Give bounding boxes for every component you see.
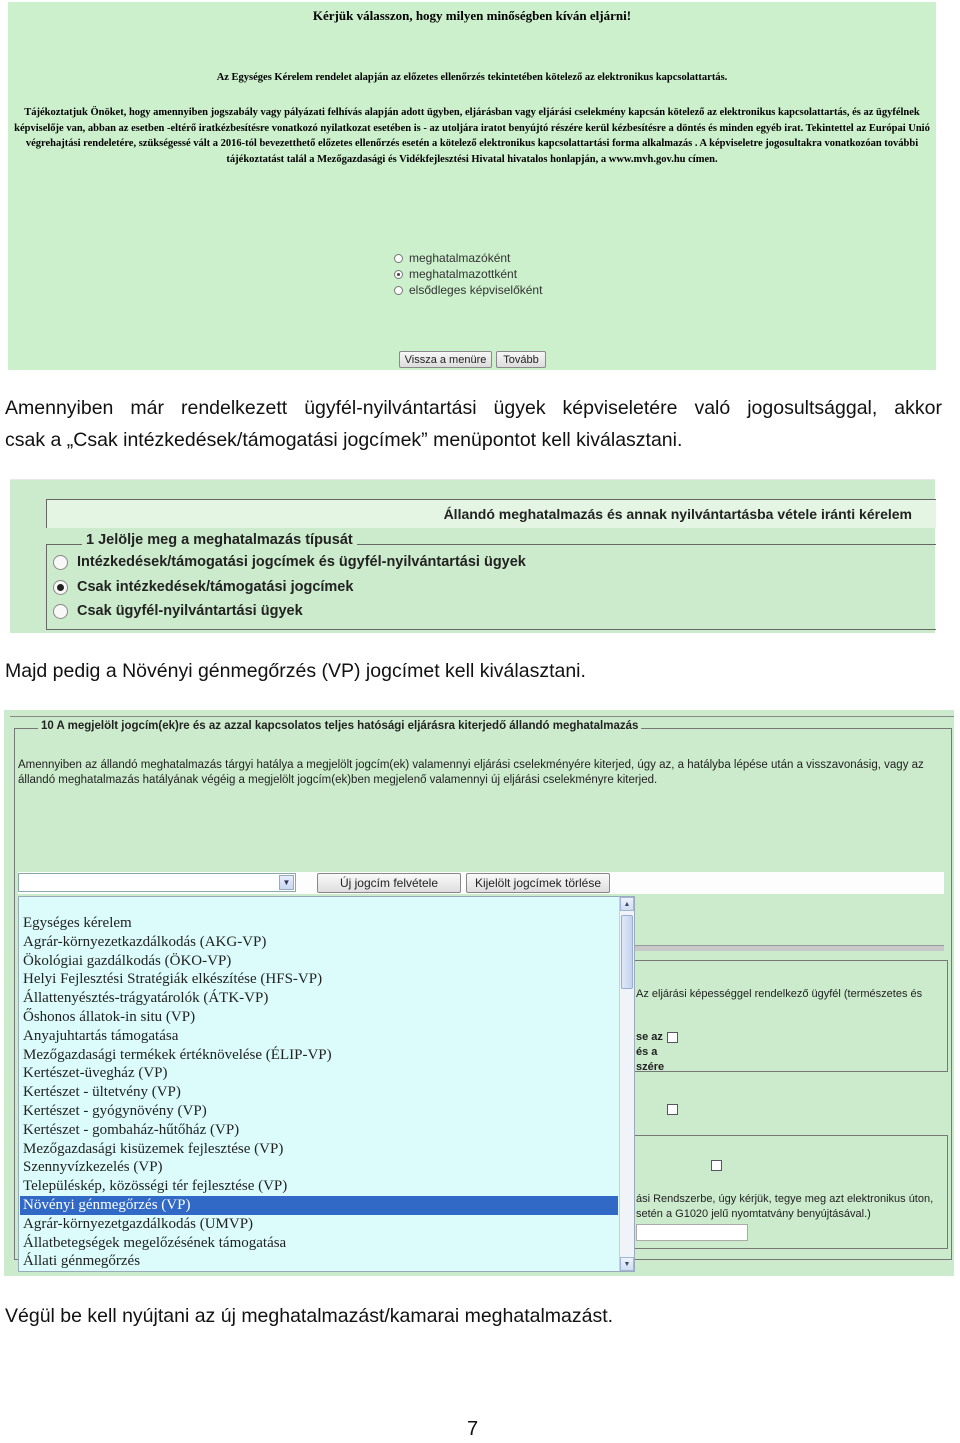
right-panel-1 [634,960,948,1072]
role-option-principal[interactable] [394,250,542,266]
right-text-3a: ási Rendszerbe, úgy kérjük, tegye meg azt elektronikus úton, [636,1193,934,1205]
delete-selected-titles-button[interactable]: Kijelölt jogcímek törlése [466,873,610,893]
text-field[interactable] [636,1224,748,1241]
checkbox-3[interactable] [711,1160,722,1171]
type-option-label: Csak ügyfél-nyilvántartási ügyek [77,603,303,619]
add-title-button[interactable]: Új jogcím felvétele [317,873,461,893]
type-option-registry-only[interactable] [53,603,303,619]
checkbox-2[interactable] [667,1104,678,1115]
title-list-item[interactable]: Kertészet - ültetvény (VP) [23,1084,181,1101]
type-option-label: Csak intézkedések/támogatási jogcímek [77,579,354,595]
title-list-item[interactable]: Állatbetegségek megelőzésének támogatása [23,1234,287,1251]
title-list-item[interactable]: Egységes kérelem [23,915,132,931]
instruction-line-2: Majd pedig a Növényi génmegőrzés (VP) jogcímet kell kiválasztani. [5,660,586,682]
section-10-legend: 10 A megjelölt jogcím(ek)re és az azzal kapcsolatos teljes hatósági eljárásra kiterjedő állandó meghatalmazás [38,720,641,732]
title-list-item[interactable]: Kertészet - gyógynövény (VP) [23,1102,207,1119]
list-scrollbar[interactable] [619,897,634,1271]
screenshot-title-selection [4,710,954,1276]
screenshot-authorization-type [10,479,935,633]
type-option-label: Intézkedések/támogatási jogcímek és ügyfél-nyilvántartási ügyek [77,554,526,570]
top-divider [10,710,954,717]
title-list-item[interactable]: Agrár-környezetkazdálkodás (AKG-VP) [23,933,267,950]
form-header-title: Állandó meghatalmazás és annak nyilvántartásba vétele iránti kérelem [443,506,912,522]
next-button[interactable]: Tovább [496,351,546,368]
role-option-label: elsődleges képviselőként [409,283,543,297]
separator [634,945,944,951]
instruction-line-1b: csak a „Csak intézkedések/támogatási jogcímek” menüpontot kell kiválasztani. [5,429,683,451]
role-option-primary-rep[interactable] [394,282,542,298]
chevron-down-icon[interactable]: ▼ [279,875,294,890]
authorization-type-legend: 1 Jelölje meg a meghatalmazás típusát [82,532,357,548]
role-option-agent[interactable] [394,266,542,282]
type-option-measures-only[interactable] [53,579,353,595]
right-text-2c: szére [636,1061,665,1073]
radio-selected-icon[interactable] [53,580,68,595]
radio-icon[interactable] [394,254,403,263]
role-radio-group [394,250,542,298]
scroll-thumb[interactable] [621,915,633,989]
role-option-label: meghatalmazóként [409,251,511,265]
title-select-dropdown[interactable] [18,873,296,892]
back-to-menu-button[interactable]: Vissza a menüre [399,351,492,368]
form-header-bar [46,499,936,528]
right-text-3b: setén a G1020 jelű nyomtatvány benyújtásával.) [636,1208,871,1220]
radio-icon[interactable] [394,286,403,295]
radio-icon[interactable] [53,555,68,570]
title-list-item[interactable]: Ökológiai gazdálkodás (ÖKO-VP) [23,952,232,969]
title-list-item[interactable]: Őshonos állatok-in situ (VP) [23,1008,196,1025]
section-10-description: Amennyiben az állandó meghatalmazás tárgyi hatálya a megjelölt jogcím(ek) valamennyi eljárási cselekményére kiterjed, úgy az, a hatályba lépése után a visszavonásig, vagy az állandó meghatalmazás hatályának végéig a megjelölt jogcím(ek)ben megjelenő valamennyi új eljárási cselekményre kiterjed. [18,759,924,786]
title-list-items [20,914,618,1271]
scroll-down-icon[interactable]: ▼ [620,1257,634,1271]
title-list-item[interactable]: Anyajuhtartás támogatása [23,1027,179,1044]
title-list-item[interactable]: Kertészet-üvegház (VP) [23,1065,168,1082]
title-list-item[interactable]: Agrár-környezetgazdálkodás (UMVP) [23,1215,254,1232]
title-list-item[interactable]: Helyi Fejlesztési Stratégiák elkészítése (HFS-VP) [23,971,323,988]
title-list-item[interactable]: Településkép, közösségi tér fejlesztése (VP) [23,1178,288,1195]
checkbox-1[interactable] [667,1032,678,1043]
right-text-1: Az eljárási képességgel rendelkező ügyfél (természetes és [636,988,923,1000]
right-text-2a: se az [636,1031,663,1043]
choice-title: Kérjük válasszon, hogy milyen minőségben kíván eljárni! [312,8,632,23]
title-list-item[interactable]: Állati génmegőrzés [23,1253,141,1270]
radio-selected-icon[interactable] [394,270,403,279]
title-list-item[interactable]: Szennyvízkezelés (VP) [23,1159,163,1176]
screenshot-representation-choice [8,2,936,370]
radio-icon[interactable] [53,604,68,619]
choice-paragraph: Tájékoztatjuk Önöket, hogy amennyiben jogszabály vagy pályázati felhívás alapján adott ügyben, eljárásban vagy eljárási cselekmény kapcsán kötelező az elektronikus kapcsolattartás, és az ügyfélnek képviselője van, abban az esetben -eltérő iratkézbesítésre vonatkozó nyilatkozat esetében is - az utoljára iratot benyújtó részére kerül kézbesítésre a döntés és minden egyéb irat. Tekintettel az Európai Unió végrehajtási rendeletére, szükségessé vált a 2016-tól bevezetthető előzetes ellenőrzés esetén a kötelező elektronikus kapcsolattartási forma alkalmazás . A képviseletre jogosultakra vonatkozóan további tájékoztatást talál a Mezőgazdasági és Vidékfejlesztési Hivatal hivatalos honlapján, a www.mvh.gov.hu címen. [14,107,930,166]
title-list-item[interactable]: Növényi génmegőrzés (VP) [20,1196,618,1215]
role-option-label: meghatalmazottként [409,267,518,281]
page-number: 7 [466,1418,479,1440]
title-list-item[interactable]: Kertészet - gombaház-hűtőház (VP) [23,1121,240,1138]
type-option-both[interactable] [53,554,526,570]
title-list-item[interactable]: Mezőgazdasági kisüzemek fejlesztése (VP) [23,1140,284,1157]
title-dropdown-list[interactable] [18,896,635,1272]
instruction-line-3: Végül be kell nyújtani az új meghatalmazást/kamarai meghatalmazást. [5,1305,614,1327]
title-list-item[interactable]: Mezőgazdasági termékek értéknövelése (ÉLIP-VP) [23,1046,332,1063]
scroll-up-icon[interactable]: ▲ [620,897,634,911]
choice-notice: Az Egységes Kérelem rendelet alapján az előzetes ellenőrzés tekintetében kötelező az elektronikus kapcsolattartás. [216,72,728,83]
right-text-2b: és a [636,1046,658,1058]
title-list-item[interactable]: Állattenyésztés-trágyatárolók (ÁTK-VP) [23,990,269,1007]
instruction-line-1a: Amennyiben már rendelkezett ügyfél-nyilvántartási ügyek képviseletére való jogosultsággal, akkor [5,397,942,419]
